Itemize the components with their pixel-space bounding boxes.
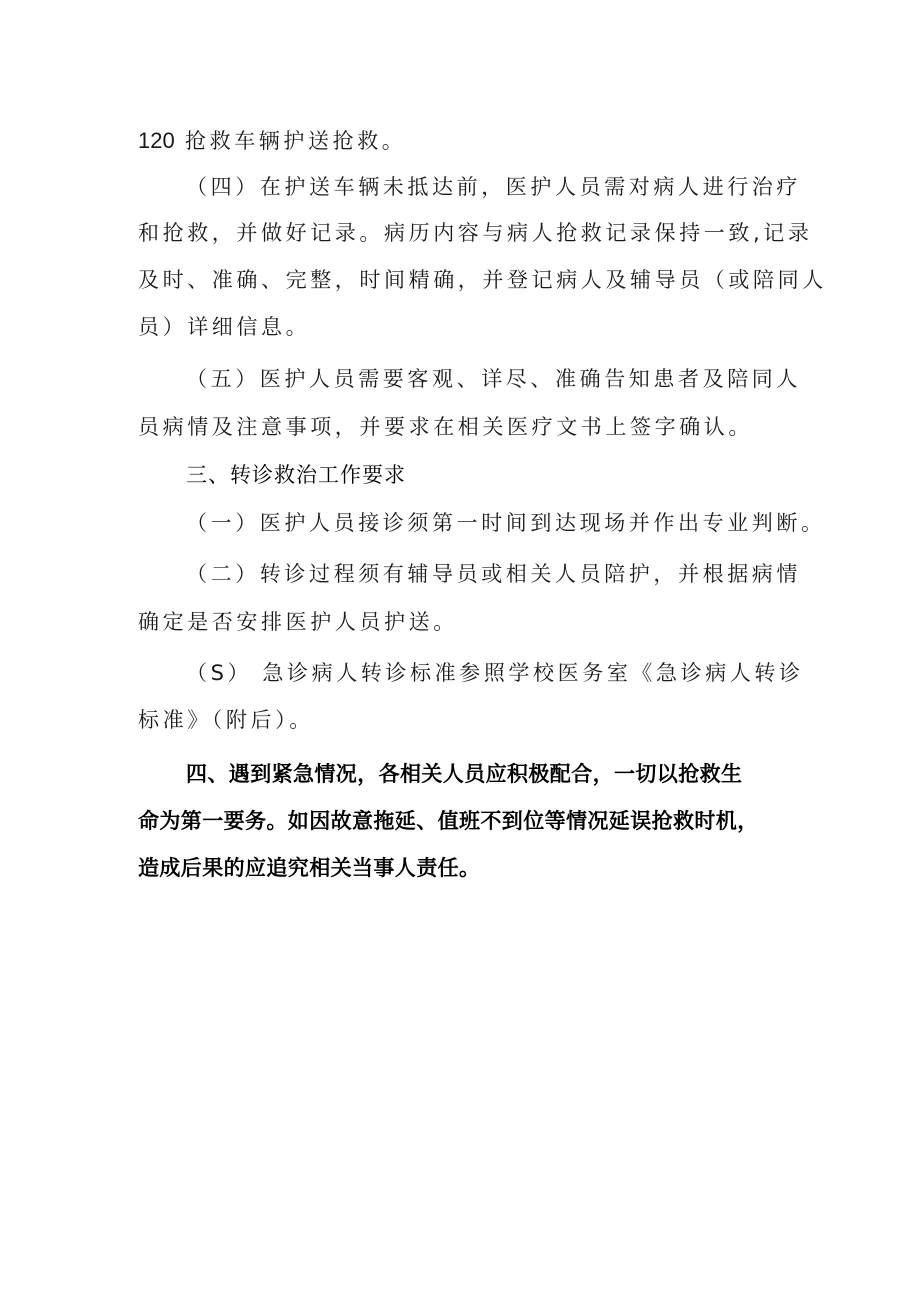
paragraph-line: 及时、准确、完整，时间精确，并登记病人及辅导员（或陪同人 (138, 268, 827, 292)
paragraph-line: 员）详细信息。 (138, 315, 311, 339)
paragraph-line: （一）医护人员接诊须第一时间到达现场并作出专业判断。 (186, 511, 826, 535)
section-heading-4: 四、遇到紧急情况，各相关人员应积极配合，一切以抢救生 (186, 762, 743, 786)
emergency-number: 120 (138, 128, 175, 153)
paragraph-line: 确定是否安排医护人员护送。 (138, 610, 458, 634)
paragraph-line: （S） 急诊病人转诊标准参照学校医务室《急诊病人转诊 (186, 661, 804, 685)
paragraph-line: （二）转诊过程须有辅导员或相关人员陪护，并根据病情 (186, 562, 801, 586)
section-heading-3: 三、转诊救治工作要求 (186, 463, 406, 487)
paragraph-line: 命为第一要务。如因故意拖延、值班不到位等情况延误抢救时机， (138, 809, 759, 833)
paragraph-line: 120 抢救车辆护送抢救。 (138, 128, 407, 153)
paragraph-line: 员病情及注意事项，并要求在相关医疗文书上签字确认。 (138, 415, 753, 439)
paragraph-line: （五）医护人员需要客观、详尽、准确告知患者及陪同人 (186, 367, 801, 391)
item-marker: （S） (186, 661, 253, 685)
paragraph-line: 标准》（附后）。 (138, 708, 314, 732)
paragraph-line: 造成后果的应追究相关当事人责任。 (138, 856, 481, 880)
paragraph-line: （四）在护送车辆未抵达前，医护人员需对病人进行治疗 (186, 175, 801, 199)
paragraph-line: 和抢救，并做好记录。病历内容与病人抢救记录保持一致,记录 (138, 221, 813, 245)
